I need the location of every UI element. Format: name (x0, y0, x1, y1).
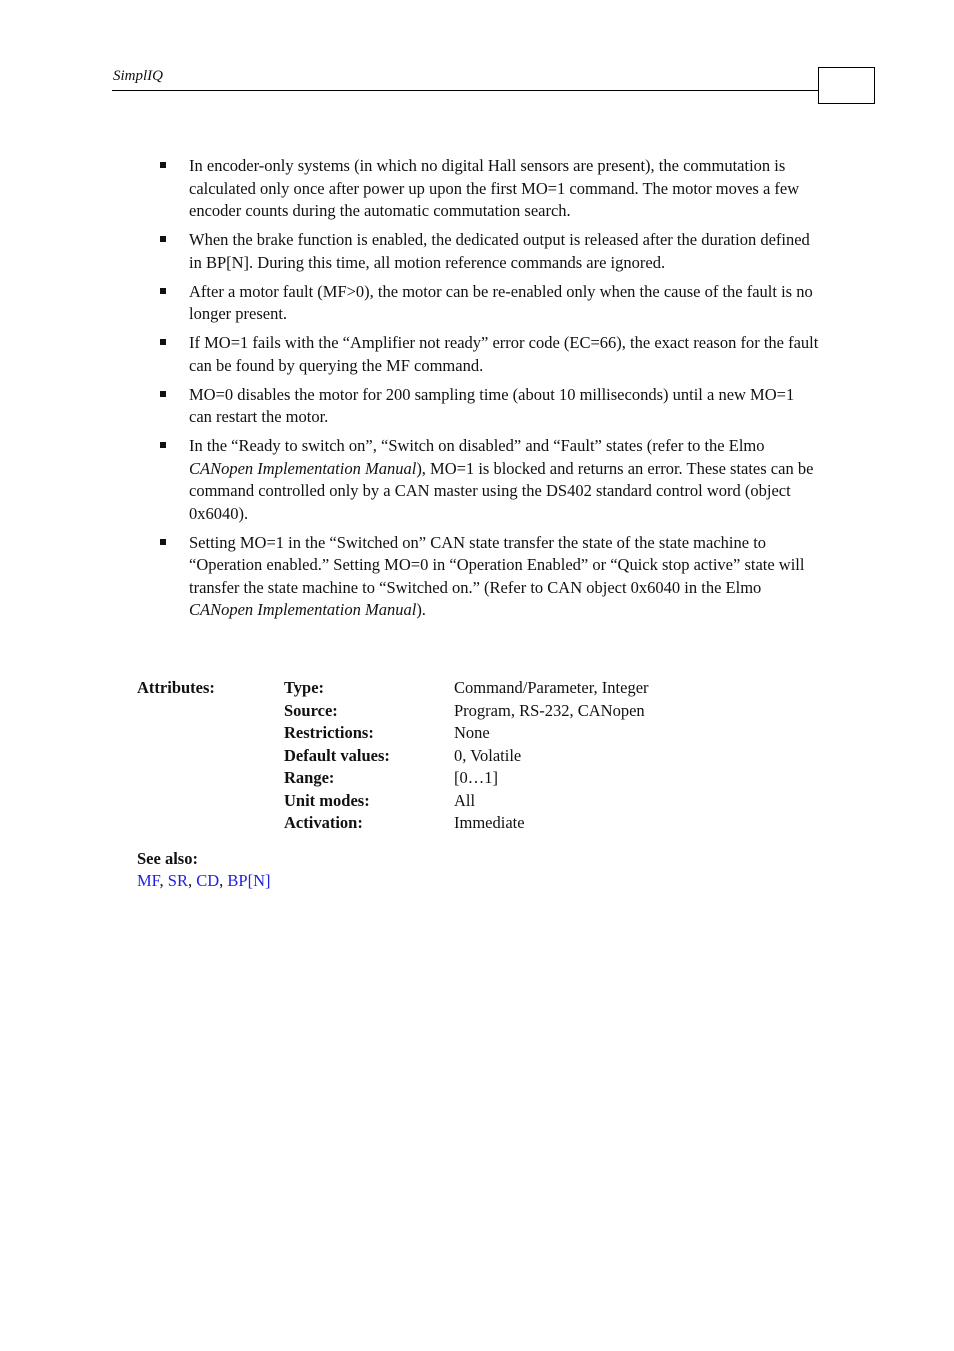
list-item (160, 384, 820, 429)
attribute-value: All (454, 790, 476, 810)
attribute-value: Program, RS-232, CANopen (454, 700, 645, 720)
manual-title: CANopen Implementation Manual (189, 458, 417, 478)
list-item-text: If MO=1 fails with the “Amplifier not ready” error code (EC=66), the exact reason for the fault can be found by querying the MF command. (189, 333, 819, 375)
square-bullet-icon (160, 539, 166, 545)
attribute-value: 0, Volatile (454, 745, 522, 765)
attribute-key: Activation: (284, 813, 363, 832)
link-separator: , (219, 871, 228, 890)
header-title: SimplIQ (113, 68, 163, 84)
attributes-table (284, 677, 649, 835)
see-also-label: See also: (137, 849, 198, 868)
square-bullet-icon (160, 288, 166, 294)
attribute-key: Range: (284, 768, 335, 787)
list-item (160, 229, 820, 274)
see-also-links (137, 871, 270, 891)
square-bullet-icon (160, 391, 166, 397)
notes-list (160, 155, 820, 628)
attribute-key: Unit modes: (284, 790, 370, 810)
table-row (284, 677, 649, 700)
list-item-text: In encoder-only systems (in which no digital Hall sensors are present), the commutation is calculated only once after power up upon the first MO=1 command. The motor moves a few encoder counts during the automatic commutation search. (189, 156, 800, 220)
square-bullet-icon (160, 162, 166, 168)
square-bullet-icon (160, 442, 166, 448)
list-item-text: After a motor fault (MF>0), the motor can be re-enabled only when the cause of the fault is no longer present. (189, 281, 813, 323)
list-item-text: Setting MO=1 in the “Switched on” CAN state transfer the state of the state machine to “Operation enabled.” Setting MO=0 in “Operation Enabled” or “Quick stop active” state will transfer the state machine to “Switched on.” (Refer to CAN object 0x6040 in the Elmo CANopen Implementation Manual). (189, 532, 805, 619)
link-separator: , (159, 871, 168, 890)
list-item (160, 281, 820, 326)
attribute-key: Type: (284, 678, 325, 697)
table-row (284, 700, 649, 723)
list-item-text: In the “Ready to switch on”, “Switch on disabled” and “Fault” states (refer to the Elmo CANopen Implementation Manual), MO=1 is blocked and returns an error. These states can be command controlled only by a CAN master using the DS402 standard control word (object 0x6040). (189, 436, 814, 523)
list-item (160, 435, 820, 525)
link-sr[interactable]: SR (167, 871, 188, 890)
list-item (160, 532, 820, 622)
link-bp-n[interactable]: BP[N] (227, 871, 271, 890)
header-rule (112, 90, 819, 91)
table-row (284, 745, 649, 768)
attribute-value: Command/Parameter, Integer (454, 678, 649, 697)
table-row (284, 790, 649, 813)
attribute-key: Default values: (284, 745, 390, 765)
attribute-value: [0…1] (454, 768, 498, 787)
list-item-text: MO=0 disables the motor for 200 sampling time (about 10 milliseconds) until a new MO=1 can restart the motor. (189, 384, 795, 426)
square-bullet-icon (160, 236, 166, 242)
attribute-value: None (454, 723, 490, 742)
table-row (284, 767, 649, 790)
link-mf[interactable]: MF (137, 871, 160, 890)
attribute-value: Immediate (454, 813, 525, 832)
list-item (160, 155, 820, 223)
attributes-label: Attributes: (137, 678, 215, 697)
attribute-key: Source: (284, 700, 338, 720)
link-cd[interactable]: CD (196, 871, 220, 890)
attribute-key: Restrictions: (284, 723, 374, 742)
table-row (284, 722, 649, 745)
table-row (284, 812, 649, 835)
link-separator: , (187, 871, 197, 890)
manual-title: CANopen Implementation Manual (189, 600, 417, 619)
list-item (160, 332, 820, 377)
square-bullet-icon (160, 339, 166, 345)
page-number-box (818, 67, 875, 104)
list-item-text: When the brake function is enabled, the dedicated output is released after the duration defined in BP[N]. During this time, all motion reference commands are ignored. (189, 230, 810, 272)
